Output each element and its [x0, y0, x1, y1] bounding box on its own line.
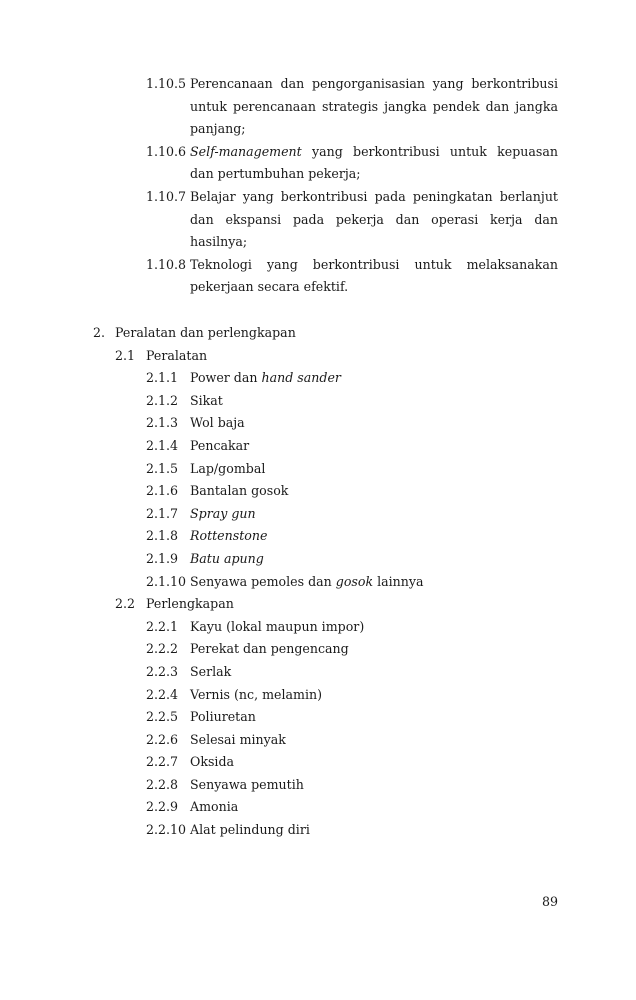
list-item [0, 638, 636, 661]
text-segment: Wol baja [190, 415, 245, 431]
item-text [190, 458, 558, 481]
item-number: 2.1.1 [146, 370, 179, 386]
item-number: 1.10.8 [146, 256, 187, 272]
text-segment: Perencanaan dan pengorganisasian yang berkontribusi untuk perencanaan strategis jangka pendek dan jangka panjang; [190, 76, 558, 137]
item-number: 2.2.6 [146, 731, 179, 747]
item-text [190, 186, 558, 254]
item-text [190, 751, 558, 774]
list-item [0, 141, 636, 186]
section-list [0, 322, 636, 842]
list-item [0, 684, 636, 707]
item-number: 1.10.5 [146, 76, 187, 91]
text-segment: Perekat dan pengencang [190, 641, 349, 657]
item-text [190, 684, 558, 707]
item-text [190, 525, 558, 548]
list-item [0, 412, 636, 435]
item-number: 1.10.6 [146, 143, 187, 159]
text-segment: Sikat [190, 392, 223, 408]
text-segment: Teknologi yang berkontribusi untuk melaksanakan pekerjaan secara efektif. [190, 256, 558, 295]
text-segment: Poliuretan [190, 709, 256, 725]
item-number: 2.1.7 [146, 505, 179, 521]
item-text [190, 254, 558, 299]
item-text [190, 435, 558, 458]
item-text [190, 480, 558, 503]
subsection-heading [0, 593, 636, 616]
text-segment: Pencakar [190, 437, 250, 453]
list-item [0, 774, 636, 797]
list-item [0, 390, 636, 413]
item-number: 1.10.7 [146, 188, 187, 204]
item-number: 2.1.2 [146, 392, 179, 408]
list-item [0, 254, 636, 299]
item-number: 2.2.10 [146, 822, 187, 838]
italic-term: hand sander [261, 370, 341, 386]
text-segment: Power dan [190, 370, 262, 386]
list-item [0, 548, 636, 571]
item-number: 2.1.9 [146, 550, 179, 566]
item-text [190, 819, 558, 842]
item-text [190, 367, 558, 390]
item-number: 2.2.2 [146, 641, 179, 657]
text-segment: Selesai minyak [190, 731, 286, 747]
item-text [190, 548, 558, 571]
item-number: 2.1.3 [146, 415, 179, 431]
item-text [190, 390, 558, 413]
item-number: 2.1.10 [146, 573, 187, 589]
item-number: 2.2.1 [146, 618, 179, 634]
item-number: 2.1.6 [146, 483, 179, 499]
text-segment: Senyawa pemoles dan [190, 573, 336, 589]
item-text [190, 729, 558, 752]
item-number: 2.1.8 [146, 528, 179, 544]
list-item [0, 729, 636, 752]
text-segment: Serlak [190, 663, 232, 679]
subsection-heading [0, 345, 636, 368]
italic-term: Spray gun [190, 505, 256, 521]
text-segment: yang berkontribusi untuk kepuasan dan pertumbuhan pekerja; [190, 143, 558, 182]
list-item [0, 571, 636, 594]
list-item [0, 796, 636, 819]
item-text: Peralatan [146, 347, 208, 363]
italic-term: Batu apung [190, 550, 264, 566]
list-item [0, 458, 636, 481]
list-item [0, 480, 636, 503]
list-item [0, 525, 636, 548]
section-heading [0, 322, 636, 345]
item-number: 2. [93, 325, 106, 340]
text-segment: Oksida [190, 754, 235, 770]
list-item [0, 661, 636, 684]
text-segment: Bantalan gosok [190, 483, 289, 499]
text-segment: lainnya [373, 573, 424, 589]
item-text [190, 503, 558, 526]
text-segment: Vernis (nc, melamin) [190, 686, 323, 702]
item-number: 2.2.4 [146, 686, 179, 702]
item-text [190, 141, 558, 186]
item-text [190, 661, 558, 684]
italic-term: Self-management [190, 143, 302, 159]
italic-term: Rottenstone [190, 528, 268, 544]
item-text [190, 706, 558, 729]
item-text [190, 774, 558, 797]
text-segment: Belajar yang berkontribusi pada peningkatan berlanjut dan ekspansi pada pekerja dan operasi kerja dan hasilnya; [190, 188, 558, 250]
item-number: 2.2.7 [146, 754, 179, 770]
continuation-list [0, 73, 636, 299]
item-text: Perlengkapan [146, 596, 234, 612]
text-segment: Lap/gombal [190, 460, 266, 476]
item-number: 2.2.9 [146, 799, 179, 815]
text-segment: Alat pelindung diri [190, 822, 310, 838]
italic-term: gosok [335, 573, 374, 589]
item-number: 2.1.4 [146, 437, 179, 453]
list-item [0, 73, 636, 141]
item-text [190, 638, 558, 661]
item-text: Peralatan dan perlengkapan [115, 325, 296, 340]
list-item [0, 616, 636, 639]
list-item [0, 706, 636, 729]
item-text [190, 796, 558, 819]
list-item [0, 186, 636, 254]
item-text [190, 412, 558, 435]
text-segment: Amonia [190, 799, 239, 815]
item-number: 2.1 [115, 347, 136, 363]
item-number: 2.2 [115, 596, 136, 612]
list-item [0, 367, 636, 390]
text-segment: Kayu (lokal maupun impor) [190, 618, 365, 634]
list-item [0, 819, 636, 842]
item-text [190, 616, 558, 639]
item-text [190, 73, 558, 141]
page-number: 89 [541, 894, 558, 909]
text-segment: Senyawa pemutih [190, 776, 304, 792]
item-text [190, 571, 558, 594]
item-number: 2.2.3 [146, 663, 179, 679]
list-item [0, 435, 636, 458]
item-number: 2.2.8 [146, 776, 179, 792]
list-item [0, 751, 636, 774]
item-number: 2.2.5 [146, 709, 179, 725]
list-item [0, 503, 636, 526]
item-number: 2.1.5 [146, 460, 179, 476]
